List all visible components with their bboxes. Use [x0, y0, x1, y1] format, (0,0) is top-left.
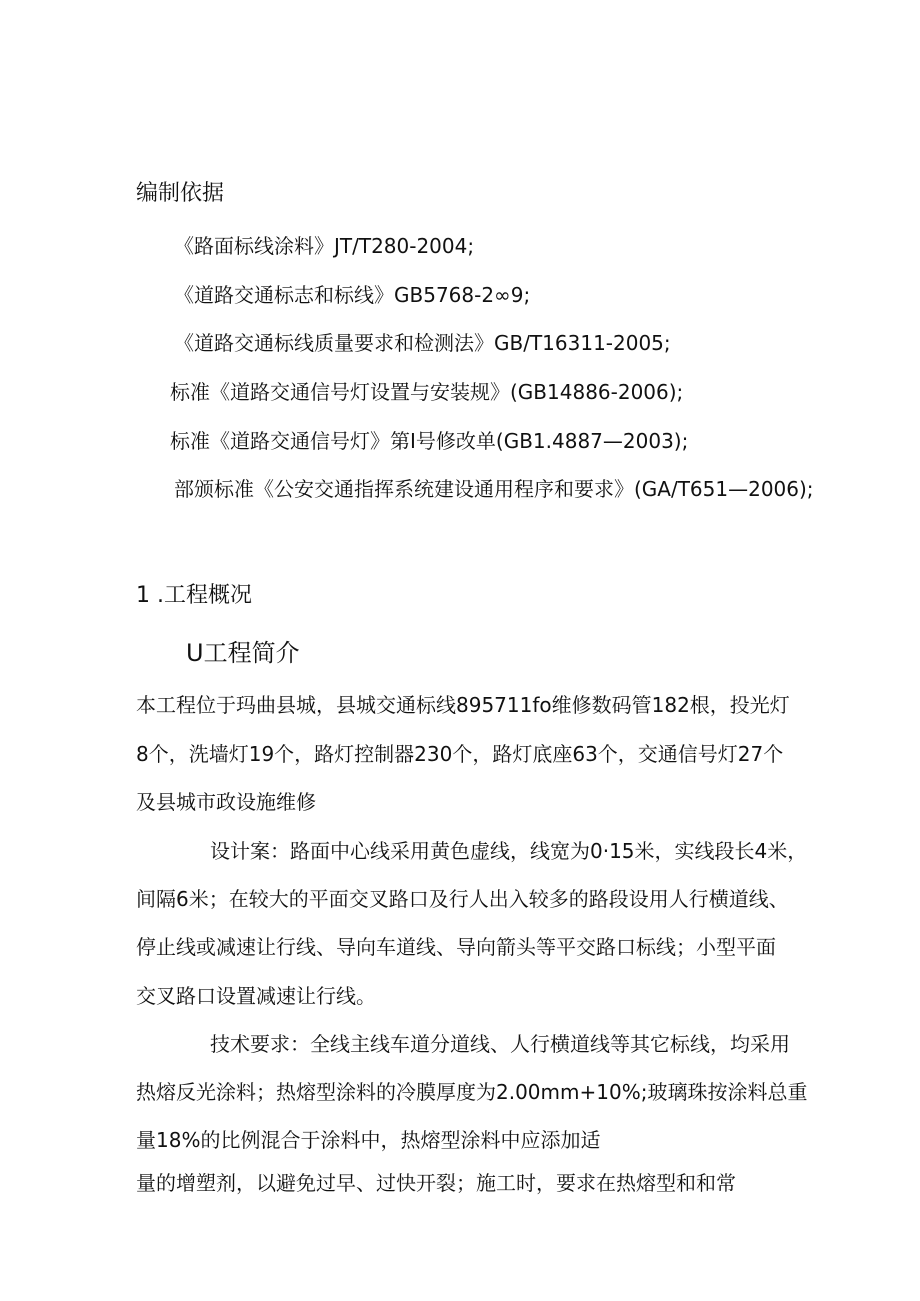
basis-item-1: 《路面标线涂料》JT/T280-2004; — [174, 234, 475, 258]
section-subtitle: U工程简介 — [186, 639, 300, 667]
intro-line-3: 及县城市政设施维修 — [136, 790, 316, 814]
basis-item-2: 《道路交通标志和标线》GB5768-2∞9; — [174, 283, 531, 307]
tech-line-4: 量的增塑剂，以避免过早、过快开裂；施工时，要求在热熔型和和常 — [136, 1171, 736, 1195]
design-line-4: 交叉路口设置减速让行线。 — [136, 984, 376, 1008]
design-line-3: 停止线或减速让行线、导向车道线、导向箭头等平交路口标线；小型平面 — [136, 935, 776, 959]
design-line-2: 间隔6米；在较大的平面交叉路口及行人出入较多的路段设用人行横道线、 — [136, 887, 789, 911]
basis-item-6: 部颁标准《公安交通指挥系统建设通用程序和要求》(GA/T651—2006); — [174, 477, 814, 501]
basis-item-4: 标准《道路交通信号灯设置与安装规》(GB14886-2006); — [170, 380, 684, 404]
intro-line-1: 本工程位于玛曲县城，县城交通标线895711fo维修数码管182根，投光灯 — [136, 693, 790, 717]
intro-line-2: 8个，洗墙灯19个，路灯控制器230个，路灯底座63个，交通信号灯27个 — [136, 742, 784, 766]
tech-line-1: 技术要求：全线主线车道分道线、人行横道线等其它标线，均采用 — [210, 1032, 790, 1056]
tech-line-2: 热熔反光涂料；热熔型涂料的冷膜厚度为2.00mm+10%;玻璃珠按涂料总重 — [136, 1080, 808, 1104]
section-title: 1 .工程概况 — [136, 583, 252, 608]
basis-title: 编制依据 — [136, 181, 225, 206]
tech-line-3: 量18%的比例混合于涂料中，热熔型涂料中应添加适 — [136, 1128, 601, 1152]
basis-item-5: 标准《道路交通信号灯》第I号修改单(GB1.4887—2003); — [170, 429, 689, 453]
basis-item-3: 《道路交通标线质量要求和检测法》GB/T16311-2005; — [174, 331, 671, 355]
design-line-1: 设计案：路面中心线采用黄色虚线，线宽为0·15米，实线段长4米， — [210, 839, 808, 863]
